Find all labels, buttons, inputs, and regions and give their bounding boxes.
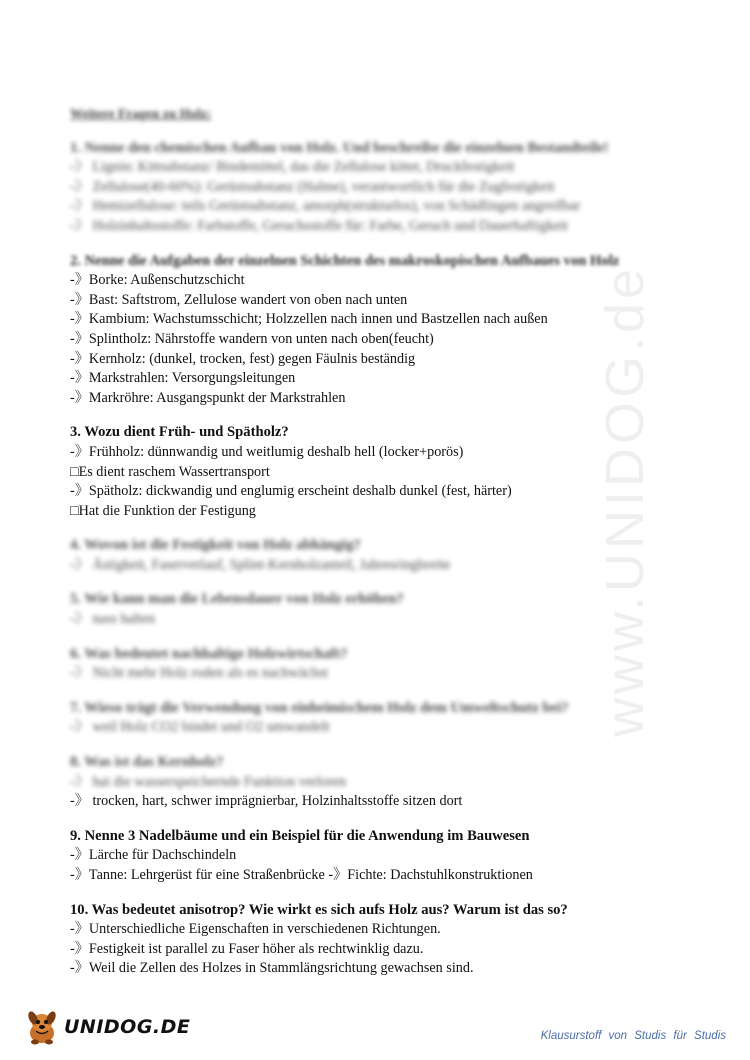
question-block-6: [70, 645, 670, 684]
answer-10-1: -》Unterschiedliche Eigenschaften in verschiedenen Richtungen.: [70, 921, 441, 938]
question-block-5: [70, 590, 670, 629]
question-8: 8. Was ist das Kernholz?: [70, 754, 224, 771]
answer-8-2: -》 trocken, hart, schwer imprägnierbar, Holzinhaltsstoffe sitzen dort: [70, 793, 463, 810]
answer-3-2: □Es dient raschem Wassertransport: [70, 463, 270, 480]
answer-2-1: -》Borke: Außenschutzschicht: [70, 272, 245, 289]
answer-1-1: -》 Lignin: Kittsubstanz/ Bindemittel, das die Zellulose kittet, Druckfestigkeit: [70, 159, 515, 176]
answer-2-6: -》Markstrahlen: Versorgungsleitungen: [70, 370, 296, 387]
answer-3-1: -》Frühholz: dünnwandig und weitlumig deshalb hell (locker+porös): [70, 443, 464, 460]
question-1: 1. Nenne den chemischen Aufbau von Holz. Und beschreibe die einzelnen Bestandteile!: [70, 139, 609, 156]
question-block-4: [70, 536, 670, 575]
answer-9-2: -》Tanne: Lehrgerüst für eine Straßenbrücke -》Fichte: Dachstuhlkonstruktionen: [70, 867, 533, 883]
answer-3-3: -》Spätholz: dickwandig und englumig erscheint deshalb dunkel (fest, härter): [70, 483, 512, 500]
dog-mascot-icon: [22, 1008, 62, 1046]
footer-tagline: Klausurstoff von Studis für Studis: [540, 1030, 726, 1042]
question-block-7: [70, 699, 670, 738]
answer-10-2: -》Festigkeit ist parallel zu Faser höher als rechtwinklig dazu.: [70, 940, 424, 957]
answer-2-5: -》Kernholz: (dunkel, trocken, fest) gegen Fäulnis beständig: [70, 350, 416, 367]
answer-1-3: -》 Hemizellulose: teils Gerüstsubstanz, amorph(strukturlos), von Schädlingen angreifbar: [70, 198, 581, 215]
document-content: [70, 104, 670, 979]
answer-2-3: -》Kambium: Wachstumsschicht; Holzzellen nach innen und Bastzellen nach außen: [70, 311, 548, 328]
answer-8-1: -》 hat die wasserspeichernde Funktion verloren: [70, 773, 347, 790]
answer-6-1: -》 Nicht mehr Holz roden als es nachwächst: [70, 665, 329, 682]
question-3: 3. Wozu dient Früh- und Spätholz?: [70, 424, 289, 441]
question-2: 2. Nenne die Aufgaben der einzelnen Schichten des makroskopischen Aufbaues von Holz: [70, 252, 620, 269]
unidog-logo[interactable]: [22, 1008, 190, 1046]
question-10: 10. Was bedeutet anisotrop? Wie wirkt es sich aufs Holz aus? Warum ist das so?: [70, 901, 568, 918]
question-6: 6. Was bedeutet nachhaltige Holzwirtschaft?: [70, 645, 348, 662]
answer-1-4: -》 Holzinhaltsstoffe: Farbstoffe, Geruchsstoffe für: Farbe, Geruch und Dauerhaftigkeit: [70, 217, 568, 234]
question-block-3: [70, 423, 670, 521]
answer-7-1: -》 weil Holz CO2 bindet und O2 umwandelt: [70, 719, 330, 736]
question-block-9: [70, 827, 670, 886]
question-block-8: [70, 753, 670, 812]
question-block-1: [70, 139, 670, 237]
answer-10-3: -》Weil die Zellen des Holzes in Stammlängsrichtung gewachsen sind.: [70, 960, 474, 977]
answer-3-4: □Hat die Funktion der Festigung: [70, 502, 256, 519]
answer-5-1: -》 nass halten: [70, 611, 156, 628]
question-5: 5. Wie kann man die Lebensdauer von Holz erhöhen?: [70, 591, 404, 608]
answer-1-2: -》 Zellulose(40-60%): Gerüstsubstanz (Halme), verantwortlich für die Zugfestigkeit: [70, 178, 555, 195]
watermark: www.UNIDOG.de: [595, 264, 655, 738]
logo-text: UNIDOG.DE: [64, 1016, 191, 1038]
question-block-10: [70, 901, 670, 979]
answer-9-1: -》Lärche für Dachschindeln: [70, 847, 237, 864]
answer-2-7: -》Markröhre: Ausgangspunkt der Markstrahlen: [70, 389, 346, 406]
question-9: 9. Nenne 3 Nadelbäume und ein Beispiel für die Anwendung im Bauwesen: [70, 827, 530, 844]
answer-4-1: -》 Ästigkeit, Faserverlauf, Splint-Kernholzanteil, Jahresringbreite: [70, 556, 451, 573]
answer-2-2: -》Bast: Saftstrom, Zellulose wandert von oben nach unten: [70, 291, 408, 308]
question-block-2: [70, 252, 670, 409]
question-4: 4. Wovon ist die Festigkeit von Holz abhängig?: [70, 537, 361, 554]
answer-2-4: -》Splintholz: Nährstoffe wandern von unten nach oben(feucht): [70, 330, 434, 347]
question-7: 7. Wieso trägt die Verwendung von einheimischem Holz dem Umweltschutz bei?: [70, 699, 569, 716]
document-title: Weitere Fragen zu Holz:: [70, 106, 212, 121]
